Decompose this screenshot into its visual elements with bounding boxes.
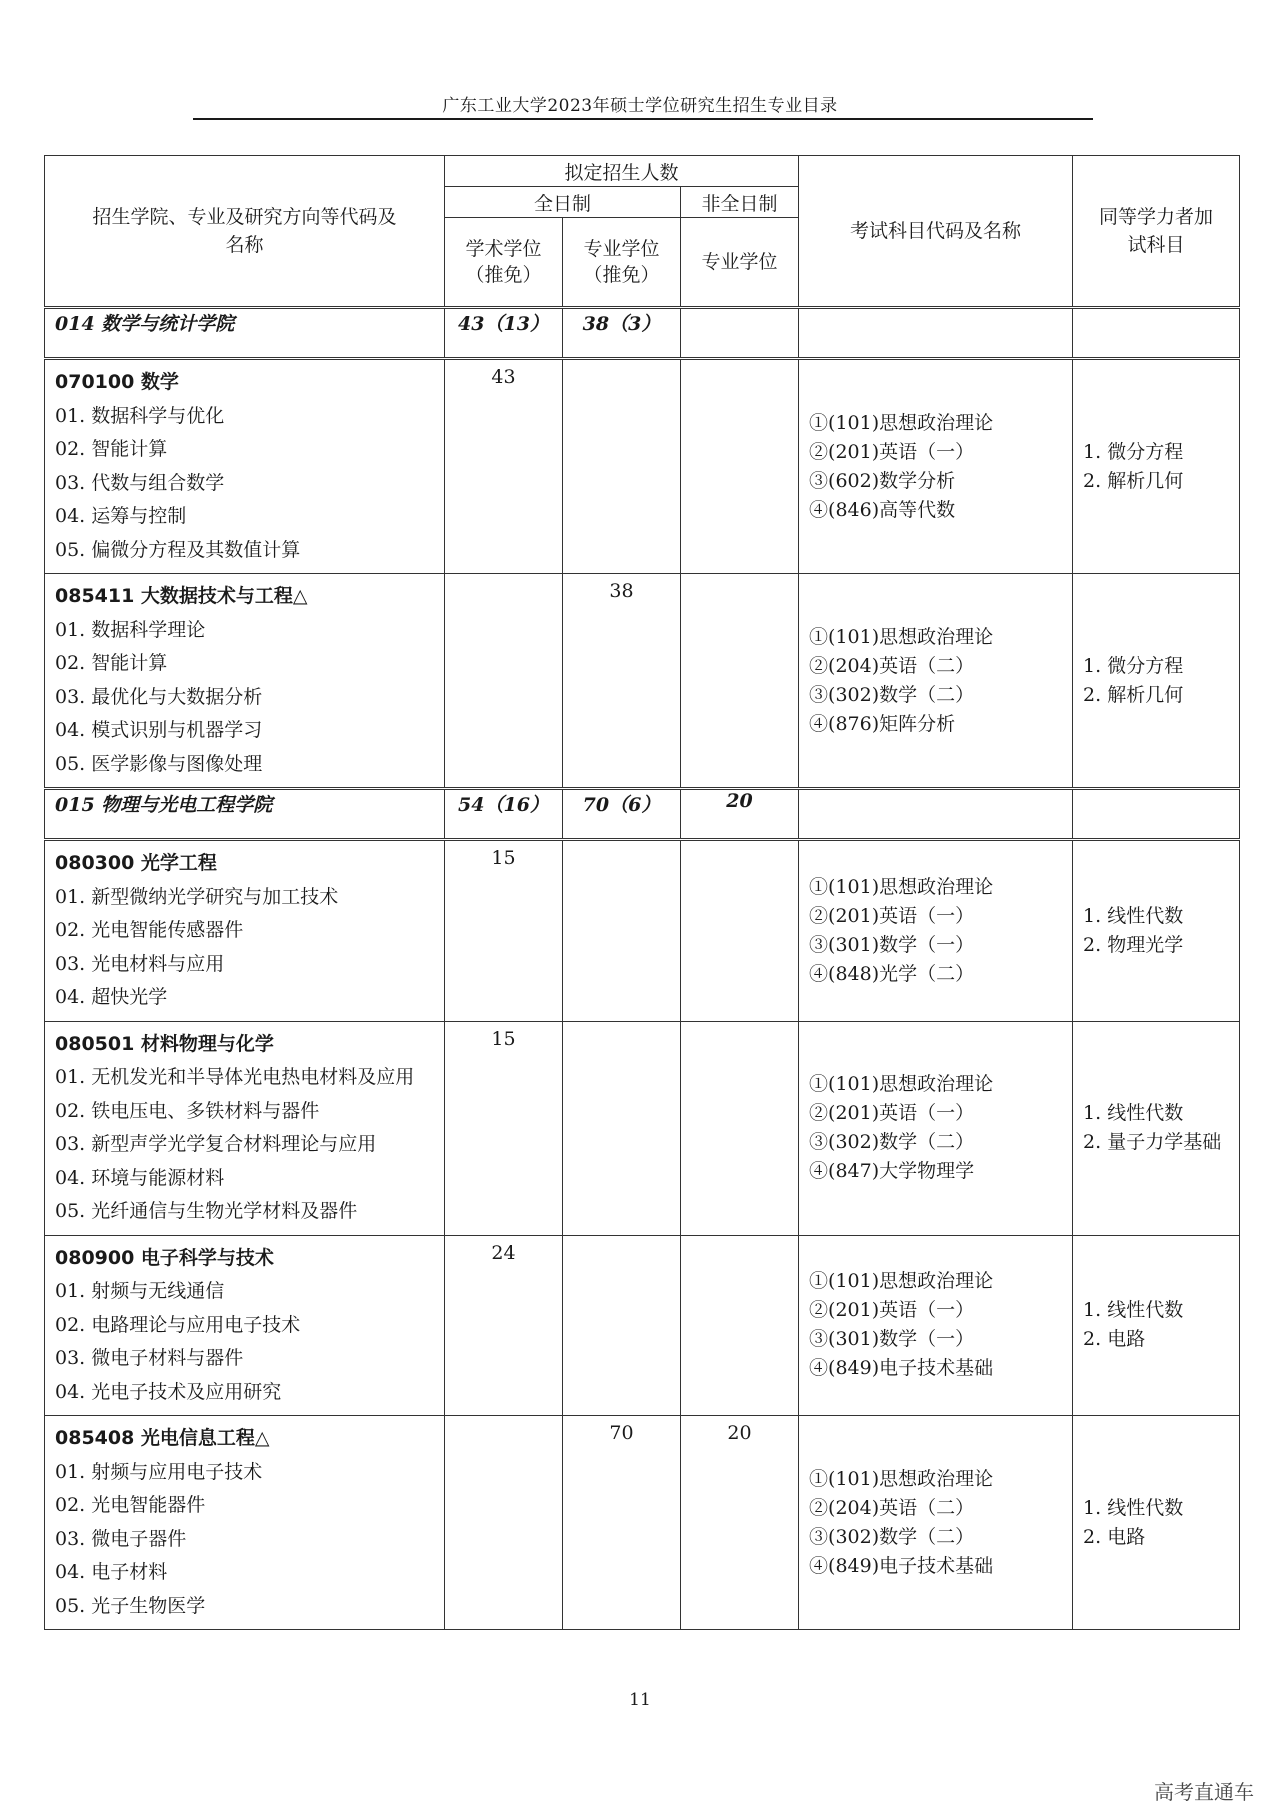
direction-item: 01. 数据科学与优化 [55, 404, 225, 427]
direction-item: 02. 智能计算 [55, 652, 168, 674]
college-parttime: 20 [681, 789, 799, 840]
college-academic: 43（13） [445, 308, 563, 359]
extra-item: 1. 线性代数 [1083, 1496, 1184, 1519]
exam-item: ③(302)数学（二） [809, 1131, 975, 1153]
header-parttime: 非全日制 [681, 187, 799, 218]
exam-item: ②(201)英语（一） [809, 440, 975, 463]
exam-item: ①(101)思想政治理论 [809, 1073, 994, 1095]
quota-academic: 15 [445, 840, 563, 1022]
extra-subjects [1073, 359, 1240, 574]
exam-subjects [799, 574, 1073, 789]
major-cell [45, 1416, 445, 1630]
extra-item: 1. 微分方程 [1083, 440, 1184, 463]
extra-item: 2. 电路 [1083, 1525, 1146, 1548]
direction-item: 01. 无机发光和半导体光电热电材料及应用 [55, 1066, 415, 1088]
quota-professional [563, 1021, 681, 1235]
quota-parttime: 20 [681, 1416, 799, 1630]
direction-item: 04. 电子材料 [55, 1561, 168, 1583]
quota-professional [563, 1235, 681, 1416]
exam-item: ③(301)数学（一） [809, 1328, 975, 1351]
quota-parttime [681, 574, 799, 789]
direction-item: 03. 最优化与大数据分析 [55, 685, 263, 708]
major-cell [45, 359, 445, 574]
direction-item: 02. 电路理论与应用电子技术 [55, 1313, 301, 1336]
extra-item: 2. 解析几何 [1083, 683, 1184, 706]
college-parttime [681, 308, 799, 359]
header-professional-pt: 专业学位 [681, 218, 799, 308]
college-academic: 54（16） [445, 789, 563, 840]
extra-subjects [1073, 840, 1240, 1022]
extra-item: 1. 线性代数 [1083, 904, 1184, 927]
exam-item: ③(301)数学（一） [809, 933, 975, 956]
college-name: 014 数学与统计学院 [45, 308, 445, 359]
exam-item: ④(849)电子技术基础 [809, 1357, 994, 1380]
exam-item: ②(201)英语（一） [809, 1299, 975, 1322]
major-title: 085411 大数据技术与工程△ [55, 585, 308, 607]
exam-item: ④(848)光学（二） [809, 962, 975, 985]
extra-item: 2. 物理光学 [1083, 933, 1184, 956]
direction-item: 02. 智能计算 [55, 438, 168, 460]
college-exam-empty [799, 789, 1073, 840]
exam-item: ③(302)数学（二） [809, 683, 975, 706]
direction-item: 01. 新型微纳光学研究与加工技术 [55, 885, 339, 908]
extra-subjects [1073, 574, 1240, 789]
exam-item: ②(201)英语（一） [809, 904, 975, 927]
quota-professional [563, 840, 681, 1022]
exam-item: ①(101)思想政治理论 [809, 1270, 994, 1293]
direction-item: 04. 超快光学 [55, 986, 168, 1008]
quota-parttime [681, 359, 799, 574]
extra-subjects [1073, 1416, 1240, 1630]
major-row [45, 840, 1240, 1022]
major-row [45, 1021, 1240, 1235]
extra-item: 2. 量子力学基础 [1083, 1131, 1222, 1153]
direction-item: 04. 光电子技术及应用研究 [55, 1380, 282, 1403]
direction-item: 03. 微电子器件 [55, 1527, 187, 1550]
direction-item: 04. 运筹与控制 [55, 505, 187, 527]
exam-subjects [799, 359, 1073, 574]
direction-item: 02. 光电智能器件 [55, 1494, 206, 1516]
direction-item: 02. 光电智能传感器件 [55, 919, 244, 941]
exam-subjects [799, 1021, 1073, 1235]
extra-item: 2. 电路 [1083, 1328, 1146, 1351]
exam-item: ①(101)思想政治理论 [809, 875, 994, 898]
extra-item: 1. 微分方程 [1083, 654, 1184, 677]
exam-item: ④(847)大学物理学 [809, 1160, 975, 1182]
page-number: 11 [629, 1690, 651, 1710]
major-title: 080501 材料物理与化学 [55, 1032, 274, 1055]
direction-item: 05. 光子生物医学 [55, 1594, 206, 1617]
quota-parttime [681, 1021, 799, 1235]
college-professional: 38（3） [563, 308, 681, 359]
exam-item: ②(204)英语（二） [809, 654, 975, 677]
exam-item: ④(876)矩阵分析 [809, 712, 956, 735]
direction-item: 04. 模式识别与机器学习 [55, 719, 263, 741]
exam-item: ②(201)英语（一） [809, 1102, 975, 1124]
exam-item: ④(849)电子技术基础 [809, 1554, 994, 1577]
major-title: 070100 数学 [55, 371, 179, 393]
direction-item: 05. 医学影像与图像处理 [55, 752, 263, 775]
direction-item: 01. 数据科学理论 [55, 618, 206, 641]
exam-subjects [799, 840, 1073, 1022]
catalog-table [44, 155, 1240, 1630]
extra-subjects [1073, 1235, 1240, 1416]
quota-professional [563, 359, 681, 574]
quota-academic: 15 [445, 1021, 563, 1235]
major-row [45, 359, 1240, 574]
college-extra-empty [1073, 308, 1240, 359]
header-extra-col: 同等学力者加试科目 [1073, 156, 1240, 308]
direction-item: 01. 射频与无线通信 [55, 1280, 225, 1302]
extra-item: 1. 线性代数 [1083, 1299, 1184, 1322]
major-row [45, 1416, 1240, 1630]
direction-item: 03. 代数与组合数学 [55, 471, 225, 494]
exam-item: ③(602)数学分析 [809, 469, 956, 492]
major-cell [45, 840, 445, 1022]
quota-professional: 38 [563, 574, 681, 789]
direction-item: 03. 新型声学光学复合材料理论与应用 [55, 1133, 377, 1155]
header-academic: 学术学位（推免） [445, 218, 563, 308]
header-fulltime: 全日制 [445, 187, 681, 218]
header-rule [193, 118, 1093, 120]
major-row [45, 574, 1240, 789]
college-exam-empty [799, 308, 1073, 359]
watermark: 高考直通车 [1154, 1780, 1254, 1804]
header-major-col: 招生学院、专业及研究方向等代码及名称 [45, 156, 445, 308]
major-row [45, 1235, 1240, 1416]
exam-item: ④(846)高等代数 [809, 498, 956, 521]
college-row [45, 308, 1240, 359]
header-professional: 专业学位（推免） [563, 218, 681, 308]
exam-item: ①(101)思想政治理论 [809, 411, 994, 434]
college-extra-empty [1073, 789, 1240, 840]
header-exam-col: 考试科目代码及名称 [799, 156, 1073, 308]
header-quota-group: 拟定招生人数 [445, 156, 799, 187]
major-cell [45, 1235, 445, 1416]
direction-item: 03. 微电子材料与器件 [55, 1347, 244, 1369]
major-cell [45, 574, 445, 789]
quota-parttime [681, 1235, 799, 1416]
direction-item: 04. 环境与能源材料 [55, 1166, 225, 1189]
exam-item: ③(302)数学（二） [809, 1525, 975, 1548]
extra-item: 2. 解析几何 [1083, 469, 1184, 492]
exam-item: ①(101)思想政治理论 [809, 1467, 994, 1490]
quota-academic: 24 [445, 1235, 563, 1416]
college-row [45, 789, 1240, 840]
exam-item: ②(204)英语（二） [809, 1496, 975, 1519]
quota-academic [445, 574, 563, 789]
major-cell [45, 1021, 445, 1235]
college-professional: 70（6） [563, 789, 681, 840]
direction-item: 02. 铁电压电、多铁材料与器件 [55, 1099, 320, 1122]
direction-item: 01. 射频与应用电子技术 [55, 1460, 263, 1483]
exam-subjects [799, 1235, 1073, 1416]
extra-item: 1. 线性代数 [1083, 1102, 1184, 1124]
major-title: 080900 电子科学与技术 [55, 1246, 274, 1269]
direction-item: 03. 光电材料与应用 [55, 952, 225, 975]
page-header-title: 广东工业大学2023年硕士学位研究生招生专业目录 [442, 96, 838, 116]
exam-item: ①(101)思想政治理论 [809, 625, 994, 648]
direction-item: 05. 光纤通信与生物光学材料及器件 [55, 1200, 358, 1222]
extra-subjects [1073, 1021, 1240, 1235]
major-title: 085408 光电信息工程△ [55, 1427, 270, 1449]
quota-academic [445, 1416, 563, 1630]
quota-academic: 43 [445, 359, 563, 574]
major-title: 080300 光学工程 [55, 852, 217, 874]
quota-parttime [681, 840, 799, 1022]
direction-item: 05. 偏微分方程及其数值计算 [55, 538, 301, 561]
exam-subjects [799, 1416, 1073, 1630]
quota-professional: 70 [563, 1416, 681, 1630]
college-name: 015 物理与光电工程学院 [45, 789, 445, 840]
